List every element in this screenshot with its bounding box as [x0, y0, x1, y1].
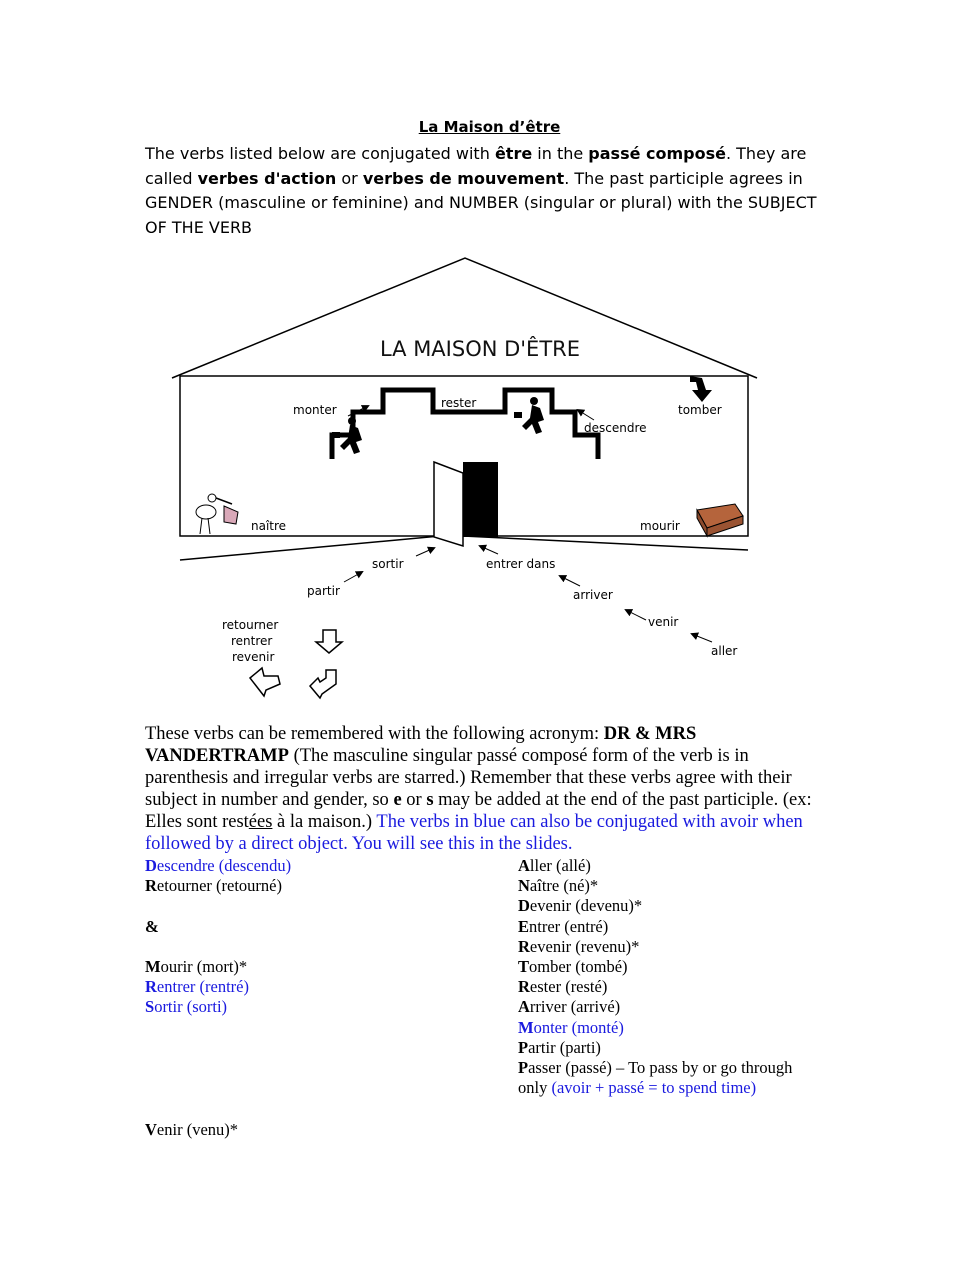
- verb-item: [145, 876, 475, 896]
- verb-initial: R: [518, 936, 530, 956]
- ground-line-right: [463, 536, 748, 550]
- verb-initial: E: [518, 916, 530, 936]
- verb-rest: artir (parti): [528, 1037, 601, 1057]
- verb-rest: ller (allé): [529, 856, 591, 875]
- verb-initial: P: [518, 1058, 529, 1078]
- intro-text-4: or: [336, 168, 363, 188]
- verb-initial: D: [518, 896, 530, 916]
- acronym-text-4: may be added at the end of the past participle. (ex: Elles sont rest: [145, 790, 812, 832]
- label-descendre: descendre: [584, 421, 647, 435]
- door-panel: [434, 462, 463, 546]
- verb-rest: ester (resté): [529, 977, 608, 997]
- verb-rest: omber (tombé): [529, 957, 628, 977]
- verb-list-right: [518, 856, 848, 1098]
- verb-rest: etourner (retourné): [156, 876, 282, 896]
- verb-rest: evenir (revenu)*: [529, 936, 640, 956]
- label-aller: aller: [711, 644, 738, 658]
- verb-initial: S: [145, 997, 155, 1017]
- arrow-sortir: [416, 548, 434, 556]
- verb-initial: M: [145, 956, 161, 976]
- verb-initial: D: [145, 856, 157, 875]
- label-revenir: revenir: [232, 650, 275, 664]
- spacer: [145, 937, 475, 957]
- arrow-arriver: [560, 576, 580, 586]
- intro-text-5: . The past participle agrees in GENDER (masculine or feminine) and NUMBER (singular or plural) with the SUBJECT OF THE VERB: [145, 168, 817, 237]
- verb-item: [518, 957, 848, 977]
- left-arrow-icon: [250, 668, 280, 696]
- door-opening: [463, 462, 498, 537]
- acronym-bold-s: s: [426, 790, 434, 810]
- verb-initial: T: [518, 957, 530, 977]
- verb-initial: &: [145, 916, 159, 936]
- stork-icon: [196, 494, 238, 534]
- verb-initial: A: [518, 997, 530, 1017]
- intro-bold-passe-compose: passé composé: [588, 144, 726, 163]
- label-retourner: retourner: [222, 618, 279, 632]
- verb-rest: asser (passé) – To pass by or go through: [528, 1058, 793, 1078]
- tomber-arrow-icon: [690, 376, 712, 402]
- verb-item: [145, 957, 475, 977]
- verb-item: [145, 977, 475, 997]
- label-venir: venir: [648, 615, 679, 629]
- acronym-text-2: (The masculine singular passé composé form of the verb is in parenthesis and irregular verbs are starred.) Remember that these verbs agree with their subject in number and gender, so: [145, 746, 792, 810]
- intro-text-3: . They are called: [145, 144, 807, 188]
- verb-rest: ourir (mort)*: [160, 956, 248, 976]
- return-arrow-icon: [310, 670, 336, 698]
- acronym-text-5: à la maison.): [272, 812, 377, 832]
- verb-rest: escendre (descendu): [156, 856, 292, 875]
- verb-rest: aître (né)*: [529, 876, 599, 896]
- verb-rest: rriver (arrivé): [529, 997, 621, 1017]
- passer-note-blue: (avoir + passé = to spend time): [551, 1078, 757, 1098]
- verb-initial: R: [518, 977, 530, 997]
- verb-item: [518, 1018, 848, 1038]
- diagram-heading: LA MAISON D'ÊTRE: [379, 337, 581, 361]
- document-title: La Maison d’être: [418, 118, 561, 136]
- acronym-bold-e: e: [393, 790, 402, 810]
- verb-item: [518, 896, 848, 916]
- intro-bold-verbes-mouvement: verbes de mouvement: [362, 168, 565, 188]
- verb-rest: evenir (devenu)*: [529, 896, 643, 916]
- acronym-text-3: or: [401, 790, 427, 810]
- verb-item: [518, 1038, 848, 1058]
- label-sortir: sortir: [372, 557, 404, 571]
- spacer: [145, 896, 475, 916]
- arrow-entrer: [480, 546, 498, 554]
- verb-item: [518, 977, 848, 997]
- label-partir: partir: [307, 584, 340, 598]
- verb-item: [145, 997, 475, 1017]
- verb-rest: ortir (sorti): [154, 997, 228, 1017]
- verb-item: [518, 997, 848, 1017]
- down-arrow-icon: [316, 630, 342, 653]
- label-tomber: tomber: [678, 403, 722, 417]
- arrow-venir: [626, 610, 646, 620]
- verb-list-left: [145, 856, 475, 1018]
- verb-rest: enir (venu)*: [156, 1120, 239, 1139]
- verb-initial: P: [518, 1037, 529, 1057]
- verb-item-venir: [145, 1120, 238, 1140]
- verb-rest: ntrer (entré): [529, 916, 609, 936]
- label-naitre: naître: [251, 519, 287, 533]
- intro-bold-verbes-action: verbes d'action: [197, 168, 337, 188]
- label-arriver: arriver: [573, 588, 613, 602]
- intro-text-2: in the: [532, 144, 589, 163]
- verb-item: [518, 876, 848, 896]
- verb-item: [518, 1058, 848, 1078]
- verb-item: [518, 937, 848, 957]
- walking-man-icon: [514, 397, 544, 434]
- passer-note-plain: only: [518, 1078, 552, 1098]
- acronym-paragraph: [145, 723, 835, 855]
- verb-initial: V: [145, 1120, 157, 1139]
- intro-text-1: The verbs listed below are conjugated with: [145, 144, 495, 163]
- verb-initial: R: [145, 977, 157, 997]
- acronym-underlined-ees: ées: [248, 812, 273, 832]
- verb-rest: entrer (rentré): [156, 977, 249, 997]
- arrow-descendre: [578, 410, 594, 420]
- verb-item: [518, 856, 848, 876]
- verb-item: [518, 917, 848, 937]
- acronym-bold-dr-mrs: DR & MRS VANDERTRAMP: [145, 724, 697, 766]
- arrow-aller: [692, 634, 712, 642]
- verb-item: [145, 856, 475, 876]
- verb-initial: R: [145, 876, 157, 896]
- label-mourir: mourir: [640, 519, 680, 533]
- label-rester: rester: [441, 396, 477, 410]
- verb-initial: A: [518, 856, 530, 875]
- intro-paragraph: [145, 142, 835, 240]
- verb-item: [145, 917, 475, 937]
- acronym-text-1: These verbs can be remembered with the following acronym:: [145, 724, 604, 744]
- coffin-icon: [697, 504, 743, 536]
- acronym-blue-note: The verbs in blue can also be conjugated with avoir when followed by a direct object. You will see this in the slides.: [145, 812, 803, 854]
- maison-diagram: [150, 250, 780, 710]
- verb-initial: M: [518, 1017, 534, 1037]
- arrow-partir: [344, 572, 362, 582]
- label-monter: monter: [293, 403, 337, 417]
- passer-note: [518, 1078, 848, 1098]
- label-entrer-dans: entrer dans: [486, 557, 556, 571]
- verb-rest: onter (monté): [533, 1017, 624, 1037]
- intro-bold-etre: être: [494, 144, 533, 163]
- label-rentrer: rentrer: [231, 634, 273, 648]
- verb-initial: N: [518, 876, 530, 896]
